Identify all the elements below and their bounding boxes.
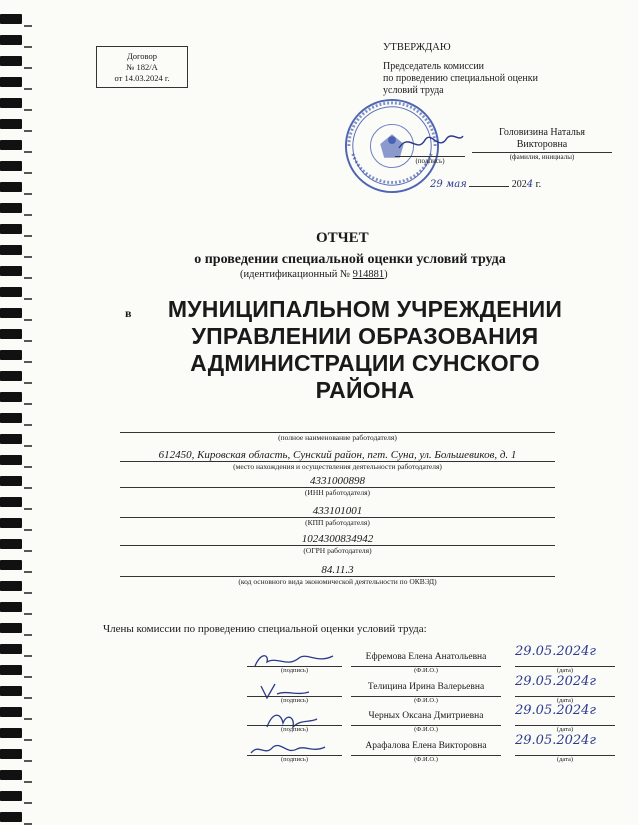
binding-loop: [0, 182, 22, 192]
binding-loop: [0, 245, 22, 255]
approval-line-2: по проведению специальной оценки: [383, 73, 538, 84]
binding-loop: [0, 308, 22, 318]
report-title: ОТЧЕТ: [316, 230, 369, 246]
inn-caption: (ИНН работодателя): [120, 487, 555, 497]
binding-loop: [0, 770, 22, 780]
member-name: Арафалова Елена Викторовна: [365, 741, 487, 751]
binding-hole: [24, 424, 32, 426]
ogrn-caption: (ОГРН работодателя): [120, 545, 555, 555]
chair-name-1: Головизина Наталья: [499, 127, 585, 138]
binding-hole: [24, 760, 32, 762]
binding-hole: [24, 151, 32, 153]
binding-hole: [24, 781, 32, 783]
binding-loop: [0, 392, 22, 402]
binding-hole: [24, 487, 32, 489]
binding-loop: [0, 644, 22, 654]
member-name-caption: (Ф.И.О.): [351, 725, 501, 734]
binding-loop: [0, 602, 22, 612]
members-heading: Члены комиссии по проведению специальной оценки условий труда:: [103, 623, 427, 635]
binding-loop: [0, 329, 22, 339]
member-date: 29.05.2024г: [515, 703, 597, 718]
binding-hole: [24, 172, 32, 174]
binding-loop: [0, 35, 22, 45]
binding-hole: [24, 25, 32, 27]
member-name: Черных Оксана Дмитриевна: [368, 711, 484, 721]
report-subtitle: о проведении специальной оценки условий труда: [194, 252, 506, 267]
binding-hole: [24, 340, 32, 342]
binding-loop: [0, 371, 22, 381]
member-name-caption: (Ф.И.О.): [351, 666, 501, 675]
inn-field: [120, 475, 555, 497]
approval-year-handwritten: 4: [526, 179, 534, 190]
approval-date-suffix: г.: [535, 179, 542, 190]
binding-hole: [24, 655, 32, 657]
member-date: 29.05.2024г: [515, 674, 597, 689]
kpp-value: 433101001: [312, 505, 363, 517]
binding-hole: [24, 214, 32, 216]
binding-hole: [24, 277, 32, 279]
binding-hole: [24, 592, 32, 594]
address-caption: (место нахождения и осуществления деятельности работодателя): [120, 461, 555, 471]
contract-line-3: от 14.03.2024 г.: [114, 73, 170, 83]
member-signature-caption: (подпись): [247, 755, 342, 764]
binding-loop: [0, 56, 22, 66]
binding-hole: [24, 550, 32, 552]
binding-hole: [24, 235, 32, 237]
binding-hole: [24, 109, 32, 111]
binding-loop: [0, 665, 22, 675]
binding-loop: [0, 581, 22, 591]
contract-line-2: № 182/А: [126, 62, 158, 72]
binding-loop: [0, 686, 22, 696]
member-signature-caption: (подпись): [247, 696, 342, 705]
member-name: Ефремова Елена Анатольевна: [365, 652, 487, 662]
binding-hole: [24, 571, 32, 573]
binding-loop: [0, 413, 22, 423]
member-date: 29.05.2024г: [515, 644, 597, 659]
chair-signature: [395, 128, 465, 156]
binding-loop: [0, 728, 22, 738]
inn-value: 4331000898: [310, 475, 365, 487]
binding-loop: [0, 140, 22, 150]
binding-loop: [0, 707, 22, 717]
binding-hole: [24, 382, 32, 384]
member-date-caption: (дата): [515, 696, 615, 705]
approval-header: УТВЕРЖДАЮ: [383, 42, 451, 53]
binding-loop: [0, 434, 22, 444]
binding-loop: [0, 266, 22, 276]
binding-loop: [0, 539, 22, 549]
member-signature-caption: (подпись): [247, 666, 342, 675]
binding-hole: [24, 718, 32, 720]
approval-date-handwritten: 29 мая: [430, 179, 467, 190]
chair-name-2: Викторовна: [516, 139, 568, 150]
binding-hole: [24, 361, 32, 363]
org-caption-field: [120, 432, 555, 442]
binding-loop: [0, 98, 22, 108]
binding-hole: [24, 529, 32, 531]
member-name: Телицина Ирина Валерьевна: [367, 682, 485, 692]
okved-caption: (код основного вида экономической деятельности по ОКВЭД): [120, 576, 555, 586]
binding-hole: [24, 403, 32, 405]
binding-loop: [0, 476, 22, 486]
binding-hole: [24, 256, 32, 258]
ogrn-field: [120, 533, 555, 555]
binding-loop: [0, 812, 22, 822]
binding-loop: [0, 119, 22, 129]
binding-strip: [0, 0, 34, 825]
binding-loop: [0, 161, 22, 171]
binding-loop: [0, 518, 22, 528]
binding-hole: [24, 697, 32, 699]
chair-name-caption: (фамилия, инициалы): [472, 152, 612, 162]
okved-value: 84.11.3: [321, 564, 354, 576]
binding-loop: [0, 455, 22, 465]
binding-loop: [0, 497, 22, 507]
kpp-field: [120, 505, 555, 527]
binding-hole: [24, 298, 32, 300]
binding-hole: [24, 739, 32, 741]
approval-line-1: Председатель комиссии: [383, 61, 485, 72]
address-field: [120, 449, 555, 471]
binding-hole: [24, 676, 32, 678]
approval-date: [430, 179, 541, 190]
binding-loop: [0, 203, 22, 213]
report-id: [240, 269, 388, 280]
member-date-caption: (дата): [515, 755, 615, 764]
org-caption: (полное наименование работодателя): [120, 432, 555, 442]
address-value: 612450, Кировская область, Сунский район, пгт. Суна, ул. Большевиков, д. 1: [158, 449, 517, 461]
chair-name-block: [472, 127, 612, 162]
chair-signature-caption: (подпись): [395, 156, 465, 166]
binding-hole: [24, 466, 32, 468]
contract-box: [96, 46, 188, 88]
member-row: [247, 733, 617, 767]
binding-loop: [0, 623, 22, 633]
binding-loop: [0, 224, 22, 234]
binding-hole: [24, 130, 32, 132]
binding-loop: [0, 749, 22, 759]
okved-field: [120, 564, 555, 586]
binding-hole: [24, 67, 32, 69]
binding-hole: [24, 445, 32, 447]
kpp-caption: (КПП работодателя): [120, 517, 555, 527]
member-name-caption: (Ф.И.О.): [351, 755, 501, 764]
binding-hole: [24, 193, 32, 195]
in-label: в: [125, 306, 132, 320]
member-date: 29.05.2024г: [515, 733, 597, 748]
member-date-caption: (дата): [515, 666, 615, 675]
report-id-number: 914881: [352, 269, 385, 280]
binding-loop: [0, 77, 22, 87]
binding-hole: [24, 634, 32, 636]
ogrn-value: 1024300834942: [301, 533, 374, 545]
binding-hole: [24, 613, 32, 615]
binding-hole: [24, 46, 32, 48]
binding-loop: [0, 287, 22, 297]
member-date-caption: (дата): [515, 725, 615, 734]
binding-hole: [24, 802, 32, 804]
approval-year-prefix: 202: [511, 179, 527, 190]
report-id-prefix: (идентификационный №: [240, 269, 351, 280]
contract-line-1: Договор: [126, 51, 158, 61]
binding-hole: [24, 88, 32, 90]
binding-hole: [24, 508, 32, 510]
binding-loop: [0, 350, 22, 360]
binding-loop: [0, 791, 22, 801]
approval-line-3: условий труда: [383, 85, 444, 96]
binding-loop: [0, 14, 22, 24]
member-name-caption: (Ф.И.О.): [351, 696, 501, 705]
report-id-suffix: ): [384, 269, 388, 280]
binding-loop: [0, 560, 22, 570]
approval-block: [383, 42, 538, 97]
member-signature-caption: (подпись): [247, 725, 342, 734]
binding-hole: [24, 319, 32, 321]
organization-name: МУНИЦИПАЛЬНОМ УЧРЕЖДЕНИИ УПРАВЛЕНИИ ОБРАЗОВАНИЯ АДМИНИСТРАЦИИ СУНСКОГО РАЙОНА: [167, 296, 563, 403]
